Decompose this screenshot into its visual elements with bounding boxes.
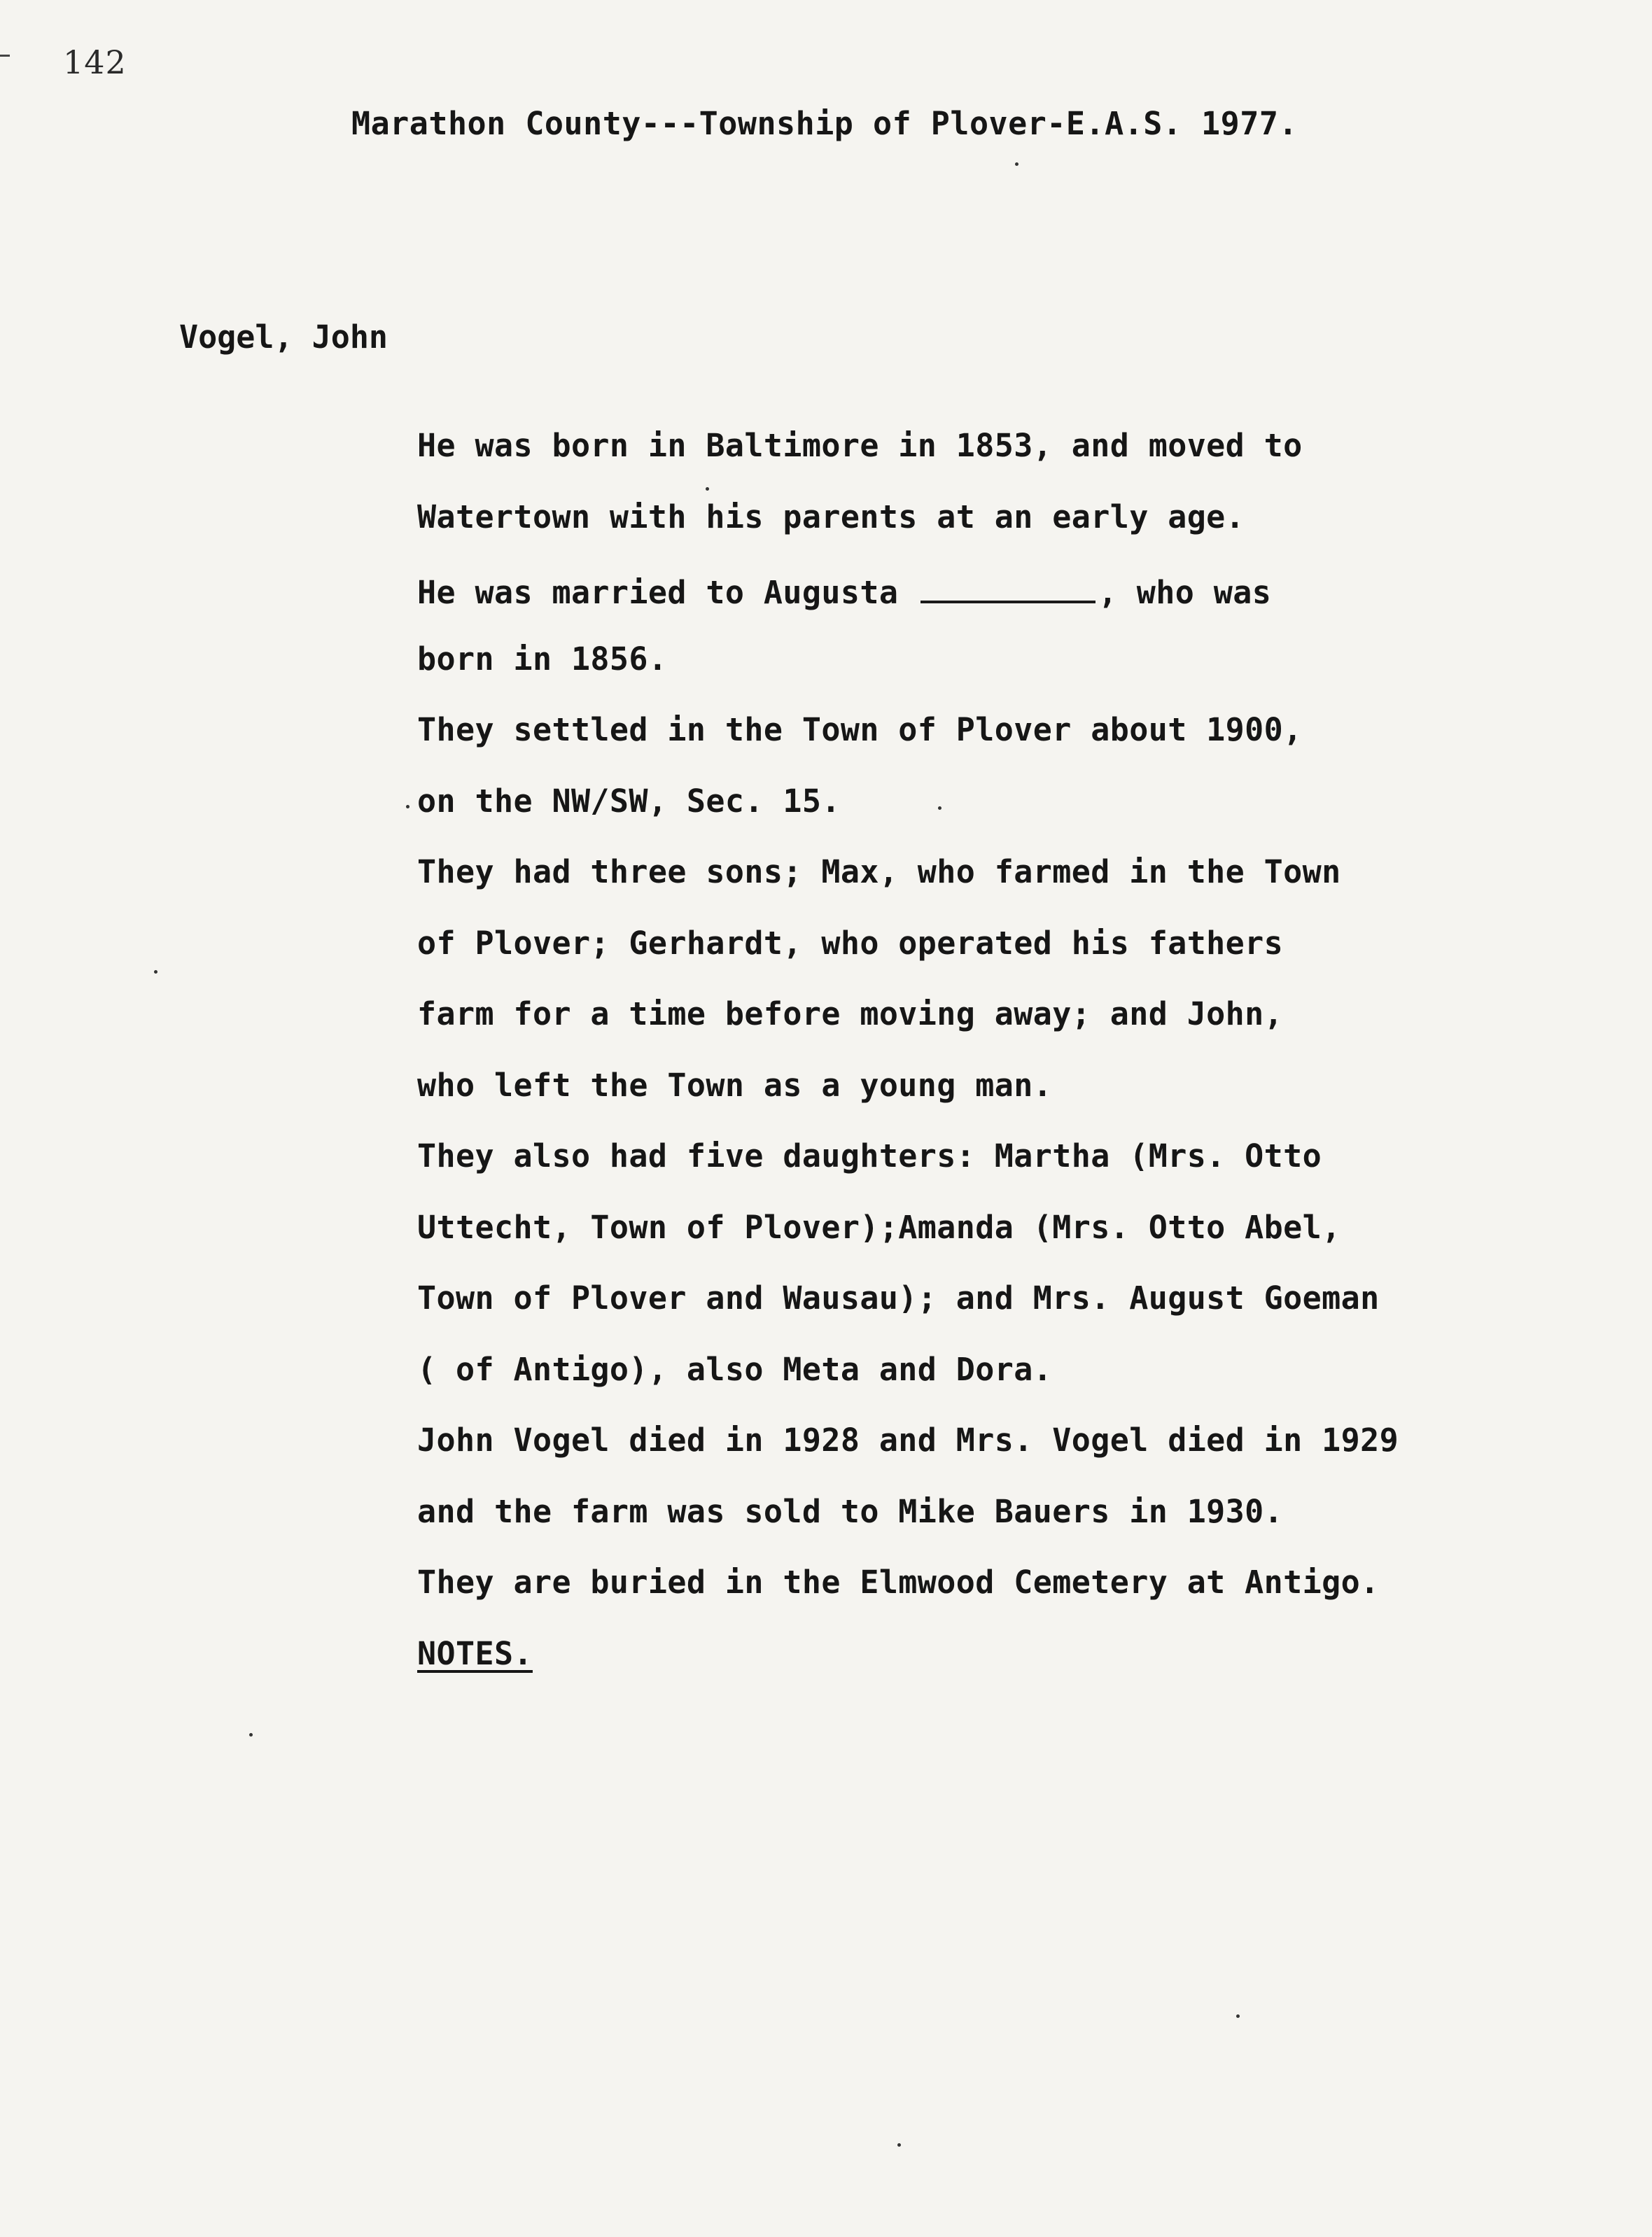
ink-speck xyxy=(406,805,410,808)
ink-speck xyxy=(154,970,158,974)
ink-speck xyxy=(897,2143,901,2147)
body-line: John Vogel died in 1928 and Mrs. Vogel died in 1929 xyxy=(417,1422,1399,1459)
notes-heading: NOTES. xyxy=(417,1634,533,1672)
body-line-start: He was married to Augusta xyxy=(417,574,899,611)
body-line: on the NW/SW, Sec. 15. xyxy=(417,782,841,820)
ink-speck xyxy=(938,806,941,810)
biography-body xyxy=(417,427,1399,1706)
body-line: Uttecht, Town of Plover);Amanda (Mrs. Otto Abel, xyxy=(417,1208,1341,1246)
body-line: Watertown with his parents at an early age. xyxy=(417,498,1245,535)
body-line-end: , who was xyxy=(1098,574,1272,611)
body-line: They settled in the Town of Plover about 1900, xyxy=(417,711,1303,748)
body-line: farm for a time before moving away; and John, xyxy=(417,995,1284,1032)
body-line: They also had five daughters: Martha (Mrs. Otto xyxy=(417,1137,1322,1174)
body-line: Town of Plover and Wausau); and Mrs. August Goeman xyxy=(417,1279,1380,1317)
body-line: He was born in Baltimore in 1853, and moved to xyxy=(417,427,1303,464)
body-line: They had three sons; Max, who farmed in the Town xyxy=(417,853,1341,890)
page-title: Marathon County---Township of Plover-E.A.S. 1977. xyxy=(351,105,1298,142)
ink-speck xyxy=(1236,2014,1240,2018)
edge-mark xyxy=(0,55,10,57)
body-line: who left the Town as a young man. xyxy=(417,1066,1053,1104)
body-line: ( of Antigo), also Meta and Dora. xyxy=(417,1350,1053,1388)
blank-line xyxy=(920,569,1096,603)
ink-speck xyxy=(1015,162,1018,166)
ink-speck xyxy=(249,1733,253,1737)
body-line: They are buried in the Elmwood Cemetery at Antigo. xyxy=(417,1564,1380,1601)
body-line: of Plover; Gerhardt, who operated his fathers xyxy=(417,924,1284,962)
page-number: 142 xyxy=(63,43,127,81)
ink-speck xyxy=(706,487,709,491)
body-line: and the farm was sold to Mike Bauers in 1930. xyxy=(417,1492,1284,1530)
subject-heading: Vogel, John xyxy=(179,318,388,356)
body-line xyxy=(417,569,1399,640)
body-line: born in 1856. xyxy=(417,640,668,678)
